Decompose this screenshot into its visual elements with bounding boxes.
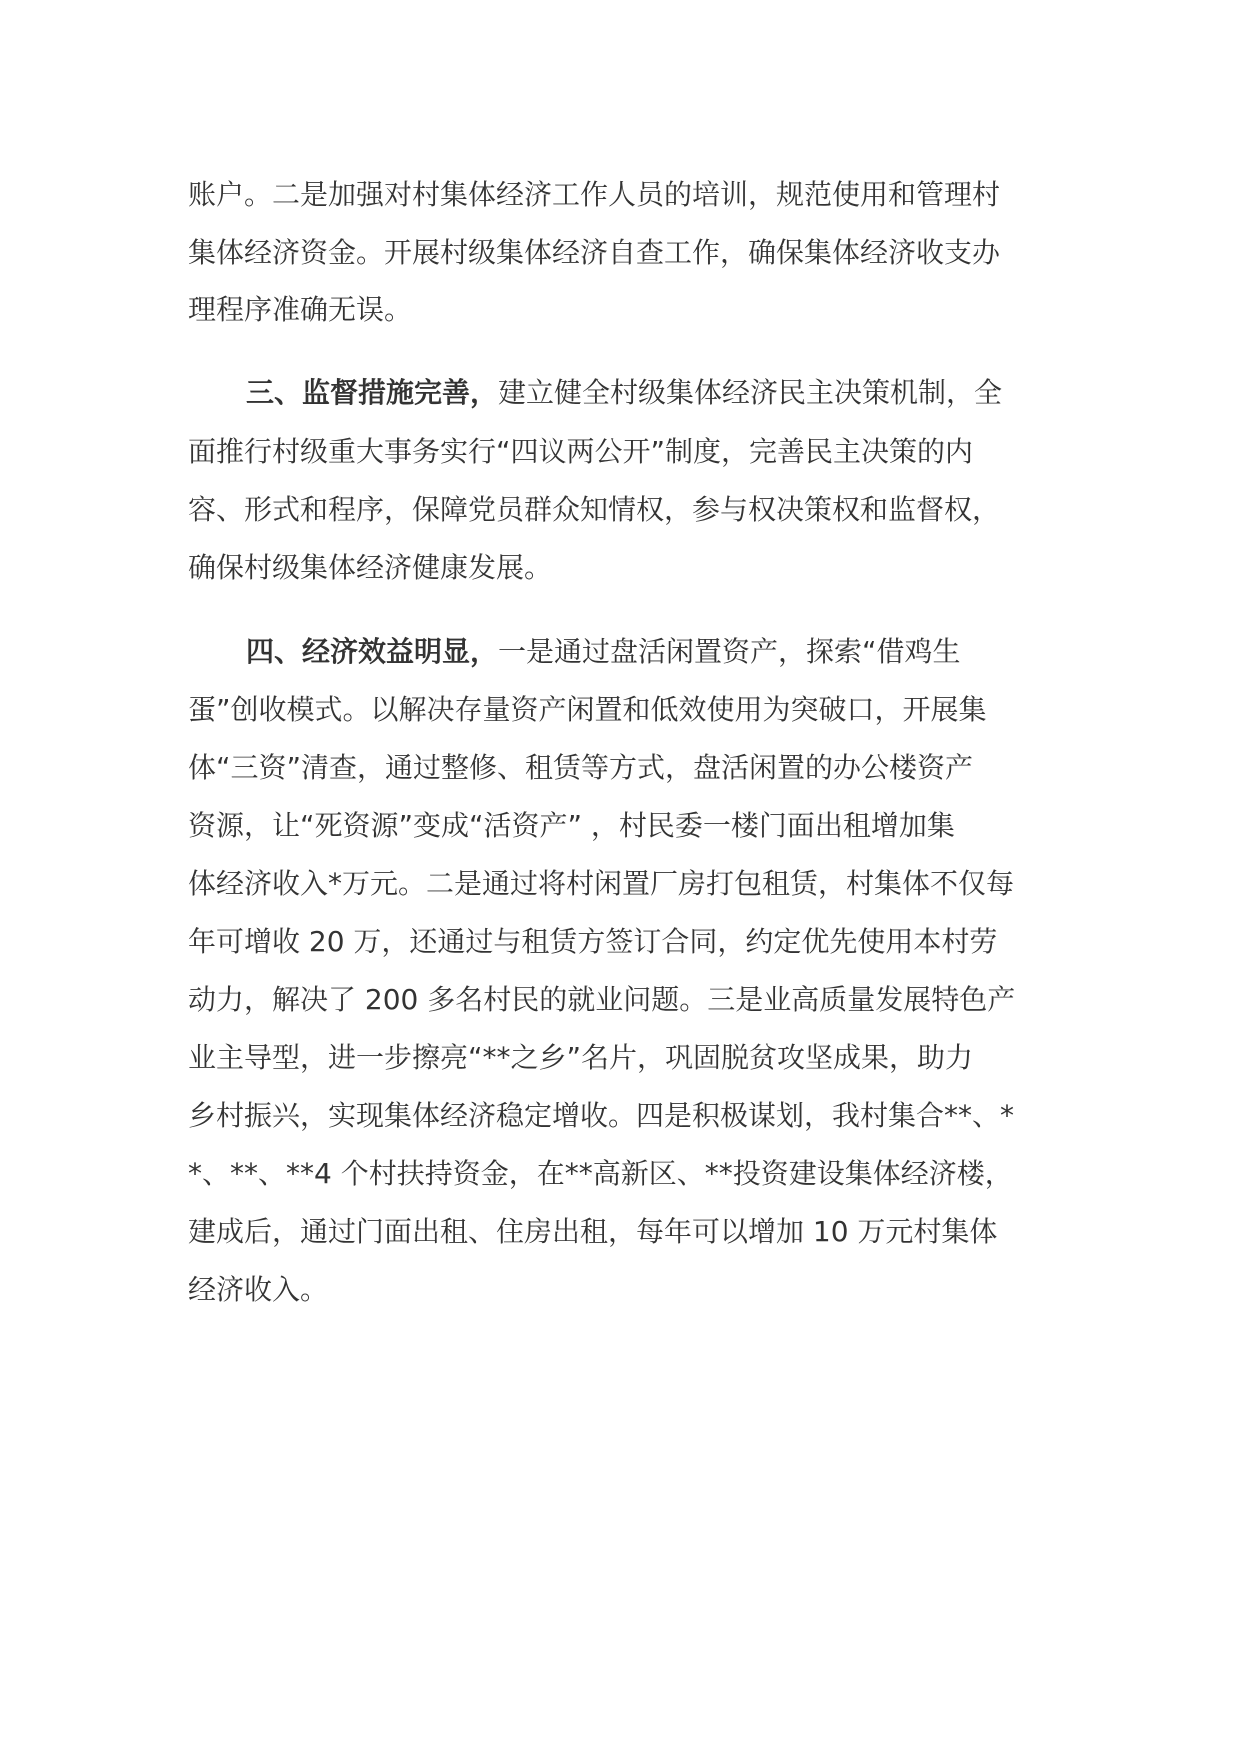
paragraph-2-line-3: 容、形式和程序，保障党员群众知情权，参与权决策权和监督权， bbox=[188, 493, 1001, 526]
paragraph-3-line-8: 业主导型，进一步擦亮“**之乡”名片，巩固脱贫攻坚成果，助力 bbox=[188, 1041, 974, 1074]
paragraph-3-line-4: 资源，让“死资源”变成“活资产” ，村民委一楼门面出租增加集 bbox=[188, 809, 955, 842]
paragraph-2-line-2: 面推行村级重大事务实行“四议两公开”制度，完善民主决策的内 bbox=[188, 435, 974, 468]
section-heading-economic-benefit: 四、经济效益明显， bbox=[246, 635, 499, 668]
paragraph-3-line-1 bbox=[246, 632, 961, 672]
paragraph-2-line-1-text: 建立健全村级集体经济民主决策机制，全 bbox=[498, 376, 1003, 409]
paragraph-3-line-12: 经济收入。 bbox=[188, 1273, 329, 1306]
paragraph-3-line-7: 动力，解决了 200 多名村民的就业问题。三是业高质量发展特色产 bbox=[188, 983, 1016, 1016]
paragraph-3-line-1-text: 一是通过盘活闲置资产，探索“借鸡生 bbox=[498, 635, 961, 668]
section-heading-supervision: 三、监督措施完善， bbox=[246, 376, 499, 409]
paragraph-1-line-2: 集体经济资金。开展村级集体经济自查工作，确保集体经济收支办 bbox=[188, 236, 1001, 269]
paragraph-3-line-5: 体经济收入*万元。二是通过将村闲置厂房打包租赁，村集体不仅每 bbox=[188, 867, 1015, 900]
paragraph-3-line-9: 乡村振兴，实现集体经济稳定增收。四是积极谋划，我村集合**、* bbox=[188, 1099, 1015, 1132]
paragraph-3-line-2: 蛋”创收模式。以解决存量资产闲置和低效使用为突破口，开展集 bbox=[188, 693, 987, 726]
paragraph-3-line-6: 年可增收 20 万，还通过与租赁方签订合同，约定优先使用本村劳 bbox=[188, 925, 998, 958]
paragraph-2-line-4: 确保村级集体经济健康发展。 bbox=[188, 551, 553, 584]
paragraph-3-line-3: 体“三资”清查，通过整修、租赁等方式，盘活闲置的办公楼资产 bbox=[188, 751, 974, 784]
paragraph-3-line-10: *、**、**4 个村扶持资金，在**高新区、**投资建设集体经济楼， bbox=[188, 1157, 1013, 1190]
paragraph-1-line-3: 理程序准确无误。 bbox=[188, 293, 413, 326]
paragraph-2-line-1 bbox=[246, 373, 1002, 413]
paragraph-3-line-11: 建成后，通过门面出租、住房出租，每年可以增加 10 万元村集体 bbox=[188, 1215, 998, 1248]
paragraph-1-line-1: 账户。二是加强对村集体经济工作人员的培训，规范使用和管理村 bbox=[188, 178, 1001, 211]
